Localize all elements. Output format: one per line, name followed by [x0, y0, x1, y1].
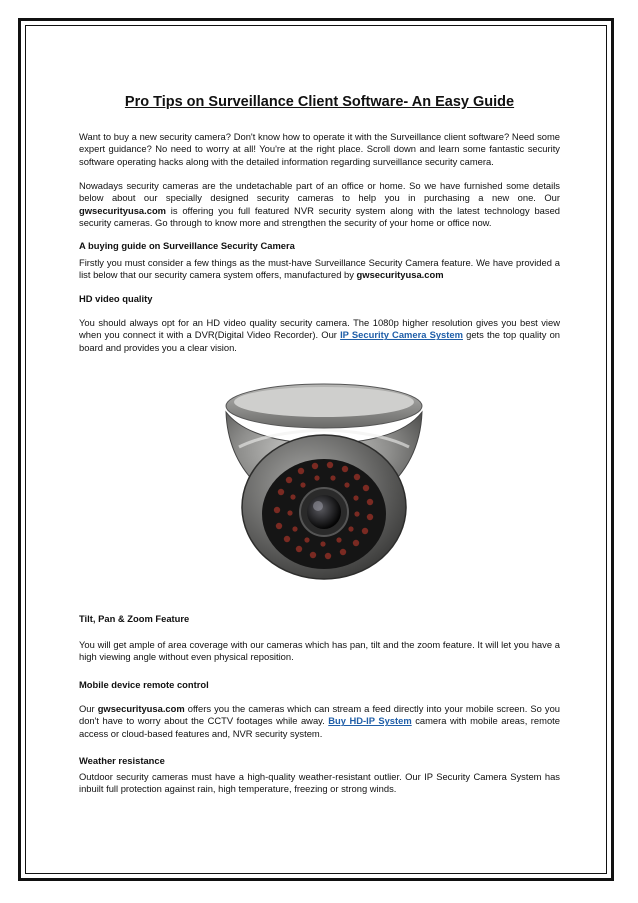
paragraph-text: camera with mobile areas, remote access or cloud-based features and, NVR security system.: [79, 715, 560, 739]
paragraph-text: is offering you full featured NVR security system along with the latest technology based security cameras. Go through to know more and strengthen the security of your home or office now.: [79, 204, 560, 229]
hd-video-heading: HD video quality: [79, 293, 153, 304]
buy-hd-ip-system-link[interactable]: Buy HD-IP System: [328, 715, 412, 727]
paragraph-text: Nowadays security cameras are the undetachable part of an office or home. So we have furnished some details below about our specially designed security cameras to help you in purchasing a new one. Our: [79, 180, 560, 204]
mobile-remote-heading: Mobile device remote control: [79, 679, 209, 690]
tilt-pan-zoom-heading: Tilt, Pan & Zoom Feature: [79, 613, 190, 624]
brand-name: gwsecurityusa.com: [97, 703, 185, 714]
paragraph-text: offers you the cameras which can stream a feed directly into your mobile screen. So you don't have to worry about the CCTV footages while away.: [79, 703, 561, 727]
document-title: Pro Tips on Surveillance Client Software- An Easy Guide: [124, 94, 515, 110]
hd-video-paragraph: [79, 317, 560, 354]
dome-camera-image: [199, 372, 449, 584]
mobile-remote-paragraph: [79, 703, 560, 740]
paragraph-text: You should always opt for an HD video quality security camera. The 1080p higher resolution gives you best view when you connect it with a DVR(Digital Video Recorder). Our: [79, 317, 560, 341]
weather-resistance-paragraph: Outdoor security cameras must have a high-quality weather-resistant outlier. Our IP Security Camera System has inbuilt full protection against rain, high temperature, freezing or strong winds.: [79, 771, 560, 795]
brand-name: gwsecurityusa.com: [79, 204, 167, 216]
weather-resistance-heading: Weather resistance: [79, 755, 165, 766]
paragraph-text: Our: [79, 703, 98, 714]
tilt-pan-zoom-paragraph: You will get ample of area coverage with our cameras which has pan, tilt and the zoom feature. It will let you have a high viewing angle without even physical reposition.: [79, 639, 560, 663]
brand-name: gwsecurityusa.com: [356, 269, 444, 281]
intro-paragraph: Want to buy a new security camera? Don't know how to operate it with the Surveillance client software? Need some expert guidance? No need to worry at all! You're at the right place. Scroll down and learn some fantastic security software operating hacks along with the detailed information regarding surveillance security camera.: [79, 131, 560, 167]
buying-guide-paragraph: [79, 257, 560, 282]
paragraph-security-cameras: [79, 180, 560, 230]
ip-security-camera-system-link[interactable]: IP Security Camera System: [340, 329, 463, 341]
paragraph-text: Firstly you must consider a few things as the must-have Surveillance Security Camera feature. We have provided a list below that our security camera system offers, manufactured by: [79, 257, 560, 281]
buying-guide-heading: A buying guide on Surveillance Security Camera: [79, 240, 295, 251]
paragraph-text: gets the top quality on board and provides you a clear vision.: [79, 329, 560, 353]
